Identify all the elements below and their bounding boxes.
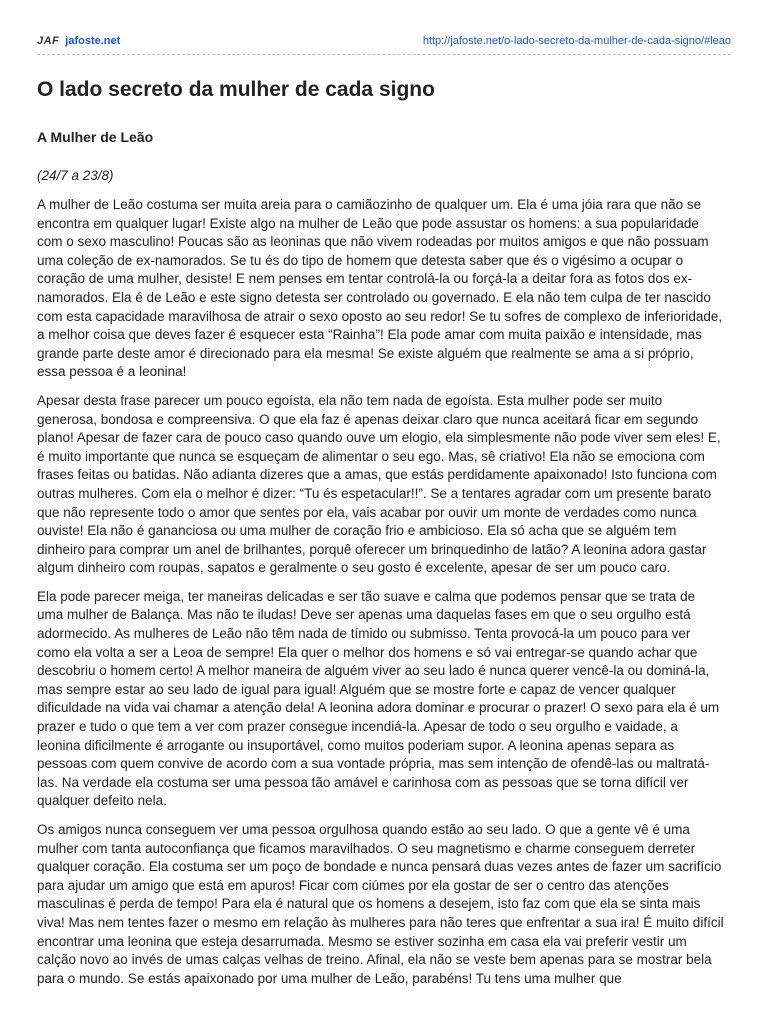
article-paragraph: Os amigos nunca conseguem ver uma pessoa orgulhosa quando estão ao seu lado. O que a gente vê é uma mulher com tanta autoconfiança que ficamos maravilhados. O seu magnetismo e charme conseguem derreter qualquer coração. Ela costuma ser um poço de bondade e nunca pensará duas vezes antes de fazer um sacrifício para ajudar um amigo que está em apuros! Ficar com ciúmes por ela gostar de ser o centro das atenções masculinas é perda de tempo! Para ela é natural que os homens a desejem, isto faz com que ela se sinta mais viva! Mas nem tentes fazer o mesmo em relação às mulheres para não teres que enfrentar a sua ira! É muito difícil encontrar uma leonina que esteja desarrumada. Mesmo se estiver sozinha em casa ela vai preferir vestir um calção novo ao invés de umas calças velhas de treino. Afinal, ela não se veste bem apenas para se mostrar bela para o mundo. Se estás apaixonado por uma mulher de Leão, parabéns! Tu tens uma mulher que (37, 822, 724, 986)
section-heading: A Mulher de Leão (37, 129, 154, 145)
site-logo: JAF (37, 35, 60, 47)
page-url-link[interactable]: http://jafoste.net/o-lado-secreto-da-mulher-de-cada-signo/#leao (422, 35, 731, 47)
site-link[interactable]: jafoste.net (65, 35, 121, 47)
article-paragraph: Apesar desta frase parecer um pouco egoísta, ela não tem nada de egoísta. Esta mulher pode ser muito generosa, bondosa e compreensiva. O que ela faz é apenas deixar claro que nunca aceitará ficar em segundo plano! Apesar de fazer cara de pouco caso quando ouve um elogio, ela simplesmente não pode viver sem eles! E, é muito importante que nunca se esqueçam de alimentar o seu ego. Mas, sê criativo! Ela não se emociona com frases feitas ou batidas. Não adianta dizeres que a amas, que estás perdidamente apaixonado! Isto funciona com outras mulheres. Com ela o melhor é dizer: “Tu és espetacular!!”. Se a tentares agradar com um presente barato que não represente todo o amor que sentes por ela, vais acabar por ouvir um monte de verdades como nunca ouviste! Ela não é gananciosa ou uma mulher de coração frio e ambicioso. Ela só acha que se alguém tem dinheiro para comprar um anel de brilhantes, porquê oferecer um brinquedinho de latão? A leonina adora gastar algum dinheiro com roupas, sapatos e geralmente o seu gosto é excelente, apesar de ser um pouco caro. (37, 392, 721, 576)
date-range: (24/7 a 23/8) (37, 168, 114, 183)
page-header (37, 33, 731, 51)
article-body (37, 196, 725, 998)
article-paragraph: Ela pode parecer meiga, ter maneiras delicadas e ser tão suave e calma que podemos pensar que se trata de uma mulher de Balança. Mas não te iludas! Deve ser apenas uma daquelas fases em que o seu orgulho está adormecido. As mulheres de Leão não têm nada de tímido ou submisso. Tenta provocá-la um pouco para ver como ela volta a ser a Leoa de sempre! Ela quer o melhor dos homens e só vai entregar-se quando achar que descobriu o homem certo! A melhor maneira de alguém viver ao seu lado é nunca querer vencê-la ou dominá-la, mas sempre estar ao seu lado de igual para igual! Alguém que se mostre forte e capaz de vencer qualquer dificuldade na vida vai chamar a atenção dela! A leonina adora dominar e procurar o prazer! O sexo para ela é um prazer e tudo o que tem a ver com prazer consegue incendiá-la. Apesar de todo o seu orgulho e vaidade, a leonina dificilmente é arrogante ou insuportável, como muitos poderiam supor. A leonina apenas separa as pessoas com quem convive de acordo com a sua vontade própria, mas sem intenção de ofendê-las ou maltratá-las. Na verdade ela costuma ser uma pessoa tão amável e carinhosa com as pessoas que se torna difícil ver qualquer defeito nela. (37, 588, 720, 809)
header-divider (37, 54, 731, 55)
article-paragraph: A mulher de Leão costuma ser muita areia para o camiãozinho de qualquer um. Ela é uma jóia rara que não se encontra em qualquer lugar! Existe algo na mulher de Leão que pode assustar os homens: a sua popularidade com o sexo masculino! Poucas são as leoninas que não vivem rodeadas por muitos amigos e que não possuam uma coleção de ex-namorados. Se tu és do tipo de homem que detesta saber que és o vigésimo a ocupar o coração de uma mulher, desiste! E nem penses em tentar controlá-la ou forçá-la a deitar fora as fotos dos ex-namorados. Ela é de Leão e este signo detesta ser controlado ou governado. E ela não tem culpa de ter nascido com esta capacidade maravilhosa de atrair o sexo oposto ao seu redor! Se tu sofres de complexo de inferioridade, a melhor coisa que deves fazer é esquecer esta “Rainha”! Ela pode amar com muita paixão e intensidade, mas grande parte deste amor é direcionado para ela mesma! Se existe alguém que realmente se ama a si próprio, essa pessoa é a leonina! (37, 197, 723, 380)
page-title: O lado secreto da mulher de cada signo (37, 78, 435, 101)
